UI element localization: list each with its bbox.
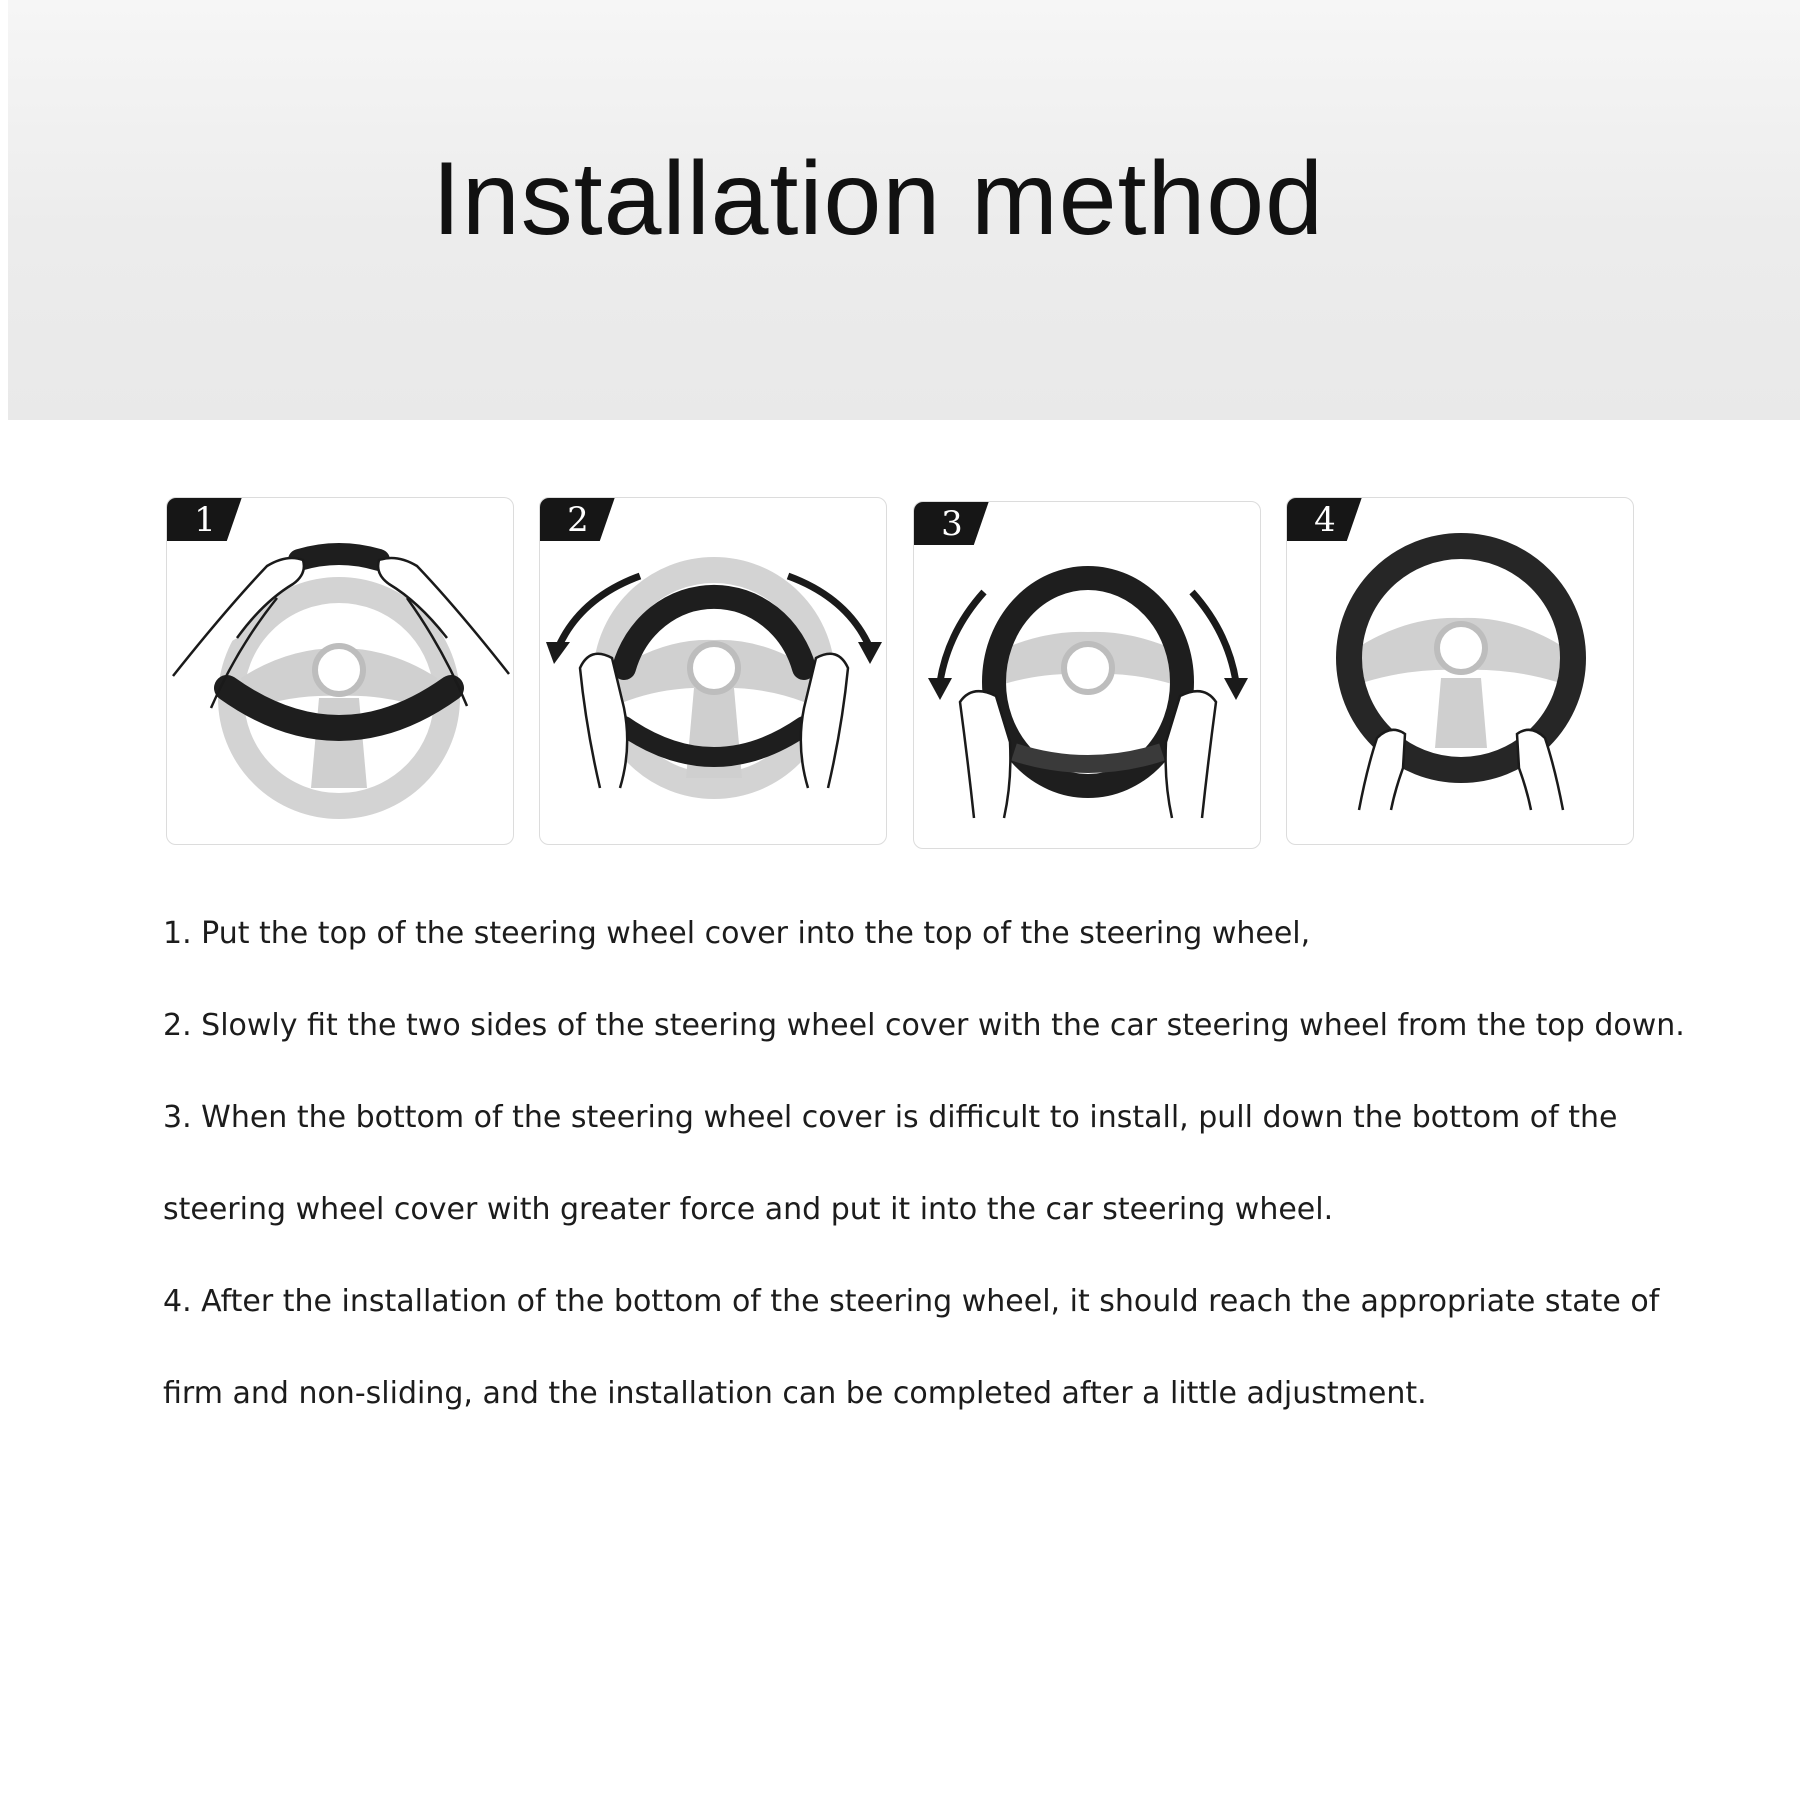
step-panel-3	[913, 501, 1261, 849]
instructions-text	[163, 888, 1763, 1440]
page-title: Installation method	[432, 141, 1324, 257]
step-1-illustration	[167, 498, 514, 845]
step-3-illustration	[914, 502, 1261, 849]
instruction-line-4: steering wheel cover with greater force and put it into the car steering wheel.	[163, 1192, 1334, 1227]
instruction-line-2: 2. Slowly fit the two sides of the steering wheel cover with the car steering wheel from the top down.	[163, 1008, 1685, 1043]
hand-icon	[960, 691, 1216, 818]
step-panel-4	[1286, 497, 1634, 845]
step-number-3: 3	[941, 504, 963, 544]
step-number-4: 4	[1314, 500, 1336, 540]
step-panel-2	[539, 497, 887, 845]
steps-row	[0, 0, 1800, 860]
instruction-line-5: 4. After the installation of the bottom of the steering wheel, it should reach the appropriate state of	[163, 1284, 1660, 1319]
step-panel-1	[166, 497, 514, 845]
step-4-illustration	[1287, 498, 1634, 845]
step-2-illustration	[540, 498, 887, 845]
step-number-2: 2	[567, 500, 589, 540]
steering-wheel-icon	[996, 632, 1180, 692]
instruction-line-1: 1. Put the top of the steering wheel cover into the top of the steering wheel,	[163, 916, 1311, 951]
instruction-line-6: firm and non-sliding, and the installation can be completed after a little adjustment.	[163, 1376, 1427, 1411]
instruction-line-3: 3. When the bottom of the steering wheel cover is difficult to install, pull down the bottom of the	[163, 1100, 1618, 1135]
step-number-1: 1	[194, 500, 216, 540]
